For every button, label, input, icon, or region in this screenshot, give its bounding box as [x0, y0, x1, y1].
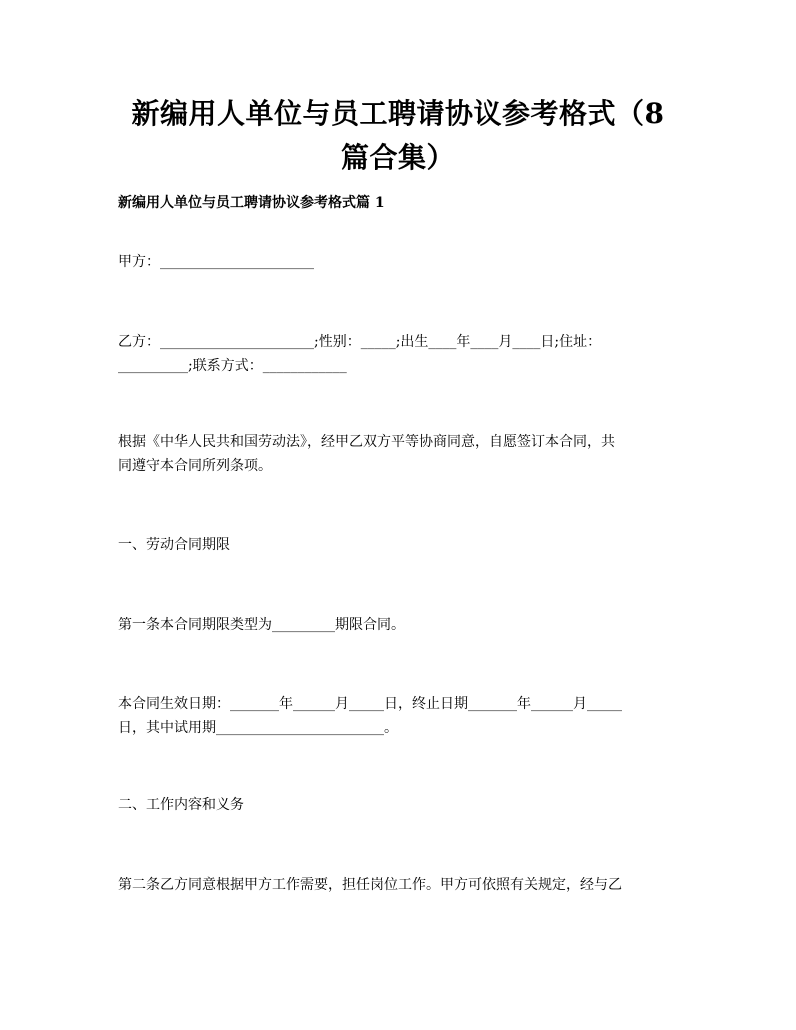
basis-line-1: 根据《中华人民共和国劳动法》，经甲乙双方平等协商同意，自愿签订本合同，共 [118, 434, 615, 450]
article-1: 第一条本合同期限类型为_________期限合同。 [118, 617, 405, 633]
contract-date-line-2: 日，其中试用期________________________。 [118, 720, 398, 736]
party-a-line: 甲方：______________________ [118, 254, 314, 270]
basis-paragraph [118, 430, 688, 478]
contract-date-paragraph [118, 692, 688, 740]
section-1-heading: 一、劳动合同期限 [118, 537, 230, 553]
party-b-line-2: __________;联系方式：____________ [118, 358, 347, 374]
document-title-line-1: 新编用人单位与员工聘请协议参考格式（8 [131, 97, 665, 130]
contract-date-line-1: 本合同生效日期：_______年______月_____日，终止日期_______年______月_____ [118, 696, 622, 712]
party-b-line-1: 乙方：______________________;性别：_____;出生____年____月____日;住址： [118, 334, 602, 350]
article-2: 第二条乙方同意根据甲方工作需要，担任岗位工作。甲方可依照有关规定，经与乙 [118, 877, 622, 893]
basis-line-2: 同遵守本合同所列条项。 [118, 458, 272, 474]
section-2-heading: 二、工作内容和义务 [118, 797, 244, 813]
document-title-line-2: 篇合集） [340, 141, 455, 174]
party-b-paragraph [118, 330, 688, 378]
section-heading: 新编用人单位与员工聘请协议参考格式篇 1 [118, 195, 385, 211]
